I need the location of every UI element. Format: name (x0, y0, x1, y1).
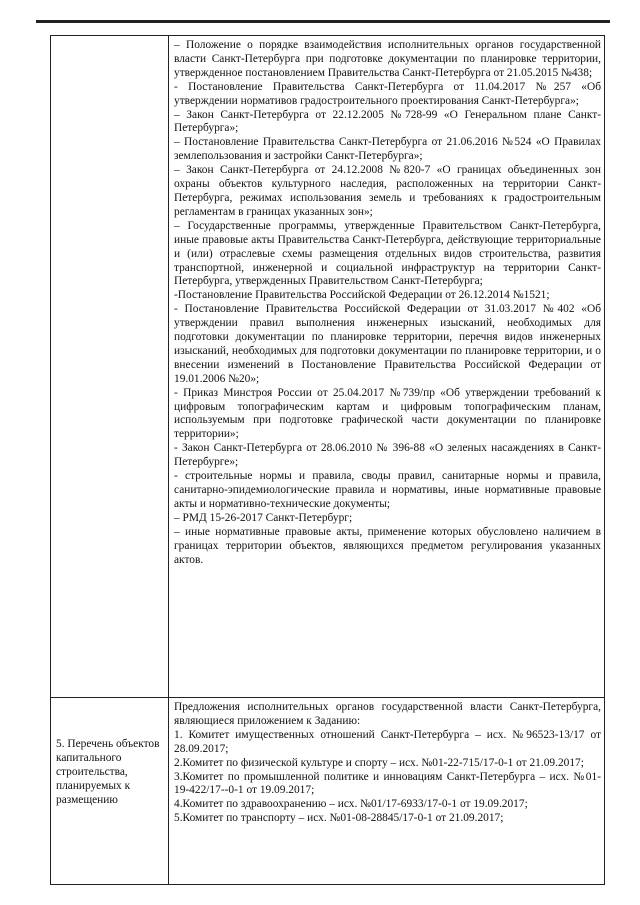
list-item: 5.Комитет по транспорту – исх. №01-08-28845/17-0-1 от 21.09.2017; (174, 812, 504, 825)
row-content-cell (169, 698, 605, 885)
row-label: 5. Перечень объектов капитального строительства, планируемых к размещению (56, 738, 160, 806)
list-item: - строительные нормы и правила, своды правил, санитарные нормы и правила, санитарно-эпидемиологические правила и нормативы, иные нормативные правовые акты и нормативно-технические документы; (174, 470, 601, 510)
list-item: - Постановление Правительства Санкт-Петербурга от 11.04.2017 №257 «Об утверждении нормативов градостроительного проектирования Санкт-Петербурга»; (174, 80, 601, 107)
list-item: -Постановление Правительства Российской Федерации от 26.12.2014 №1521; (174, 289, 550, 302)
row-label-cell (51, 698, 169, 885)
list-item: – иные нормативные правовые акты, применение которых обусловлено наличием в границах территории объектов, являющихся предметом регулирования указанных актов. (174, 525, 601, 566)
list-item: 1. Комитет имущественных отношений Санкт-Петербурга – исх. №96523-13/17 от 28.09.2017; (174, 728, 601, 755)
list-item: – Закон Санкт-Петербурга от 22.12.2005 №728-99 «О Генеральном плане Санкт-Петербурга»; (174, 108, 601, 135)
table-row (51, 36, 605, 698)
list-item: 4.Комитет по здравоохранению – исх. №01/17-6933/17-0-1 от 19.09.2017; (174, 798, 528, 811)
list-item: 3.Комитет по промышленной политике и инновациям Санкт-Петербурга – исх. №01-19-422/17--0-1 от 19.09.2017; (174, 770, 601, 797)
list-item: – Положение о порядке взаимодействия исполнительных органов государственной власти Санкт-Петербурга при подготовке документации по планировке территории, утвержденное постановлением Правительства Санкт-Петербурга от 21.05.2015 №438; (174, 39, 601, 79)
list-item: Предложения исполнительных органов государственной власти Санкт-Петербурга, являющиеся приложением к Заданию: (174, 701, 601, 727)
list-item: - Закон Санкт-Петербурга от 28.06.2010 № 396-88 «О зеленых насаждениях в Санкт-Петербурге»; (174, 442, 601, 469)
list-item: – РМД 15-26-2017 Санкт-Петербург; (174, 511, 353, 524)
row-content-cell (169, 36, 605, 698)
list-item: - Приказ Минстроя России от 25.04.2017 №739/пр «Об утверждении требований к цифровым топографическим картам и цифровым топографическим планам, используемым при подготовке графической части документации по планировке территории»; (174, 386, 601, 441)
table-row (51, 698, 605, 885)
list-item: - Постановление Правительства Российской Федерации от 31.03.2017 №402 «Об утверждении правил выполнения инженерных изысканий, необходимых для подготовки документации по планировке территории, перечня видов инженерных изысканий, необходимых для подготовки документации по планировке территории, и о внесении изменений в Постановление Правительства Российской Федерации от 19.01.2006 №20»; (174, 303, 601, 385)
list-item: 2.Комитет по физической культуре и спорту – исх. №01-22-715/17-0-1 от 21.09.2017; (174, 756, 584, 769)
document-table (50, 35, 605, 885)
list-item: – Постановление Правительства Санкт-Петербурга от 21.06.2016 №524 «О Правилах землепользования и застройки Санкт-Петербурга»; (174, 136, 601, 163)
page-top-rule (36, 20, 610, 23)
row-label-cell (51, 36, 169, 698)
list-item: – Государственные программы, утвержденные Правительством Санкт-Петербурга, иные правовые акты Правительства Санкт-Петербурга, действующие территориальные и (или) отраслевые схемы размещения отдельных видов строительства, развития транспортной, инженерной и социальной инфраструктур на территории Санкт-Петербурга, утвержденных Правительством Санкт-Петербурга; (174, 219, 601, 288)
list-item: – Закон Санкт-Петербурга от 24.12.2008 №820-7 «О границах объединенных зон охраны объектов культурного наследия, расположенных на территории Санкт-Петербурга, режимах использования земель и требованиях к градостроительным регламентам в границах указанных зон»; (174, 164, 601, 218)
